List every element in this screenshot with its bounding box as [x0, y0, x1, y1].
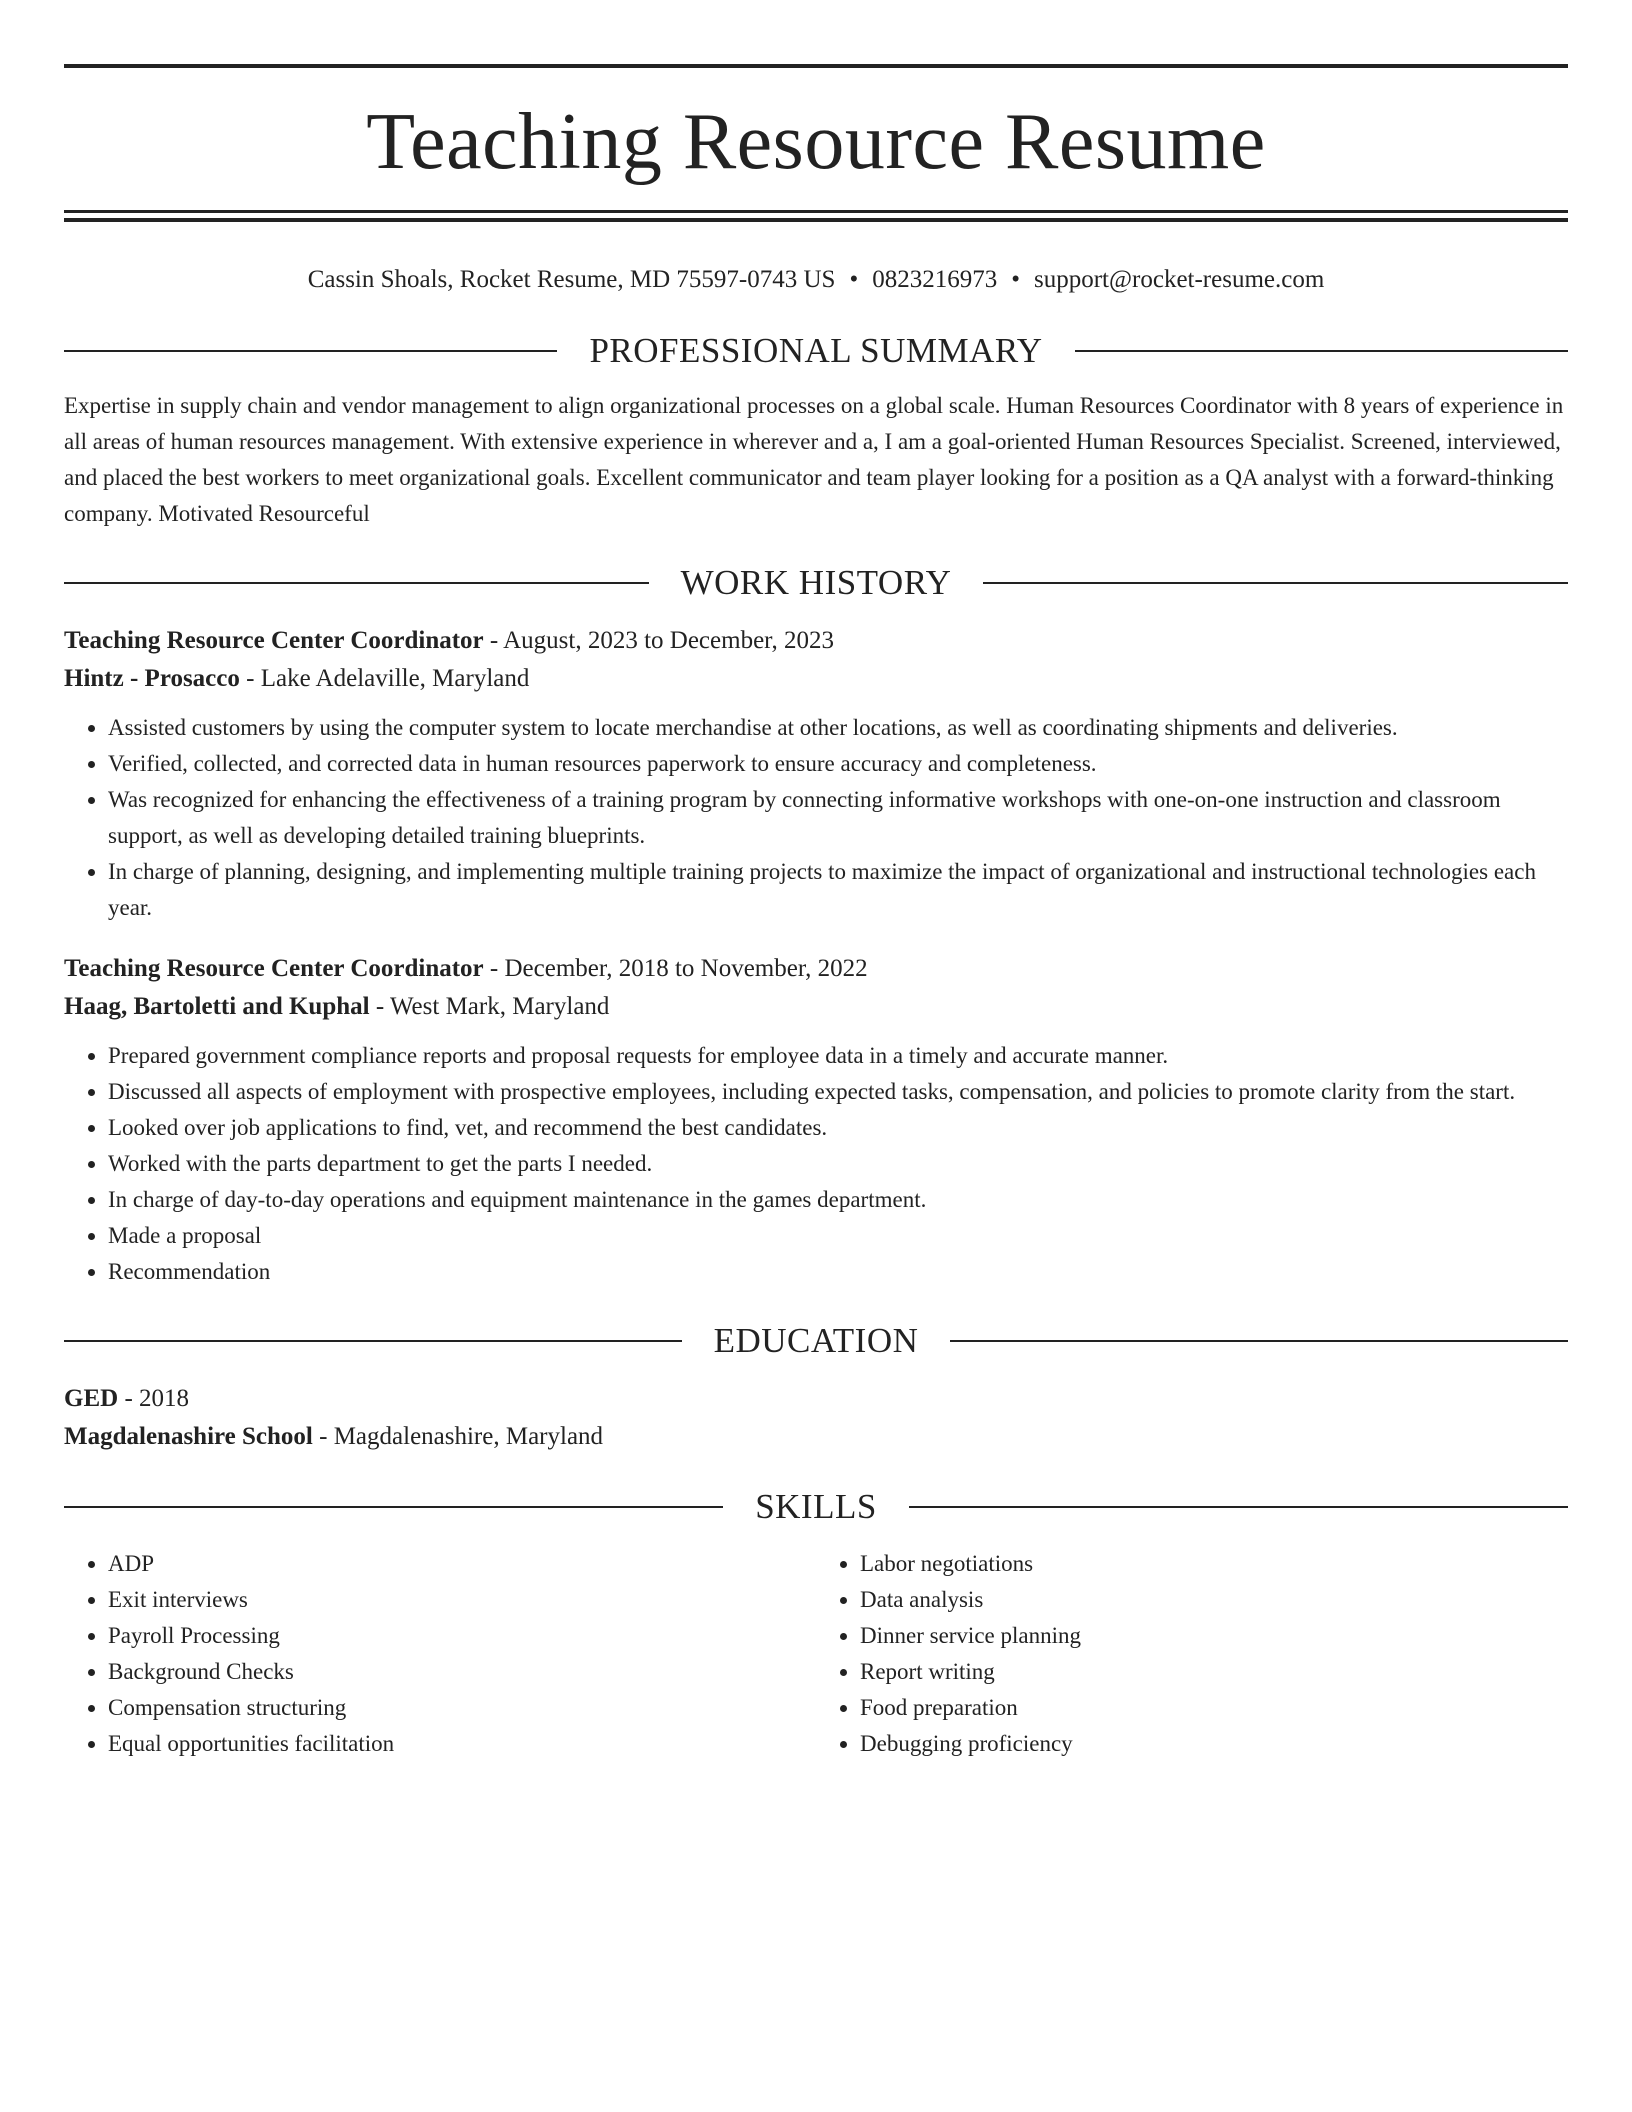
job-company: Hintz - Prosacco	[64, 665, 240, 692]
skills-heading-text: SKILLS	[755, 1487, 877, 1526]
list-item: • Worked with the parts department to get the parts I needed.	[108, 1146, 1568, 1182]
job-title: Teaching Resource Center Coordinator	[64, 627, 484, 654]
job-company-line	[64, 660, 1568, 698]
heading-rule-left	[64, 582, 649, 584]
summary-text: Expertise in supply chain and vendor management to align organizational processes on a global scale. Human Resources Coordinator with 8 years of experience in all areas of human resources management. With extensive experience in wherever and a, I am a goal-oriented Human Resources Specialist. Screened, interviewed, and placed the best workers to meet organizational goals. Excellent communicator and team player looking for a position as a QA analyst with a forward-thinking company. Motivated Resourceful	[64, 393, 1564, 526]
heading-rule-left	[64, 350, 557, 352]
summary-heading	[64, 328, 1568, 374]
skills-list	[64, 1546, 1568, 1762]
job-dates: - August, 2023 to December, 2023	[483, 627, 834, 654]
list-item: • Prepared government compliance reports and proposal requests for employee data in a timely and accurate manner.	[108, 1038, 1568, 1074]
list-item: • Assisted customers by using the computer system to locate merchandise at other locations, as well as coordinating shipments and deliveries.	[108, 710, 1568, 746]
job-title-line	[64, 622, 1568, 660]
contact-separator: •	[849, 266, 859, 293]
skills-column-right	[816, 1546, 1568, 1762]
heading-rule-right	[909, 1506, 1568, 1508]
skill-item: • Compensation structuring	[108, 1690, 816, 1726]
job-company: Haag, Bartoletti and Kuphal	[64, 993, 370, 1020]
education-location: - Magdalenashire, Maryland	[312, 1423, 604, 1450]
list-item: • Was recognized for enhancing the effectiveness of a training program by connecting informative workshops with one-on-one instruction and classroom support, as well as developing detailed training blueprints.	[108, 782, 1568, 854]
education-degree: GED	[64, 1385, 119, 1412]
education-year: - 2018	[118, 1385, 190, 1412]
education-degree-line	[64, 1380, 1568, 1418]
job-location: - West Mark, Maryland	[369, 993, 610, 1020]
skill-item: • Report writing	[860, 1654, 1568, 1690]
summary-heading-text: PROFESSIONAL SUMMARY	[589, 331, 1043, 370]
contact-line	[64, 260, 1568, 300]
education-heading	[64, 1318, 1568, 1364]
contact-address: Cassin Shoals, Rocket Resume, MD 75597-0743 US	[307, 266, 836, 293]
job-company-line	[64, 988, 1568, 1026]
job-dates: - December, 2018 to November, 2022	[483, 955, 868, 982]
skill-item: • Debugging proficiency	[860, 1726, 1568, 1762]
list-item: • In charge of planning, designing, and implementing multiple training projects to maximize the impact of organizational and instructional technologies each year.	[108, 854, 1568, 926]
contact-phone: 0823216973	[872, 266, 998, 293]
title-double-rule	[64, 210, 1568, 222]
resume-page	[64, 64, 1568, 1762]
skill-item: • Exit interviews	[108, 1582, 816, 1618]
skill-item: • ADP	[108, 1546, 816, 1582]
job-title-line	[64, 950, 1568, 988]
heading-rule-right	[950, 1340, 1568, 1342]
skills-heading	[64, 1484, 1568, 1530]
contact-separator: •	[1011, 266, 1020, 293]
work-history-heading	[64, 560, 1568, 606]
list-item: • Made a proposal	[108, 1218, 1568, 1254]
list-item: • Recommendation	[108, 1254, 1568, 1290]
job-entry	[64, 622, 1568, 926]
work-history-heading-text: WORK HISTORY	[680, 563, 952, 602]
heading-rule-right	[1075, 350, 1568, 352]
skill-item: • Background Checks	[108, 1654, 816, 1690]
skill-item: • Payroll Processing	[108, 1618, 816, 1654]
job-bullets	[64, 710, 1568, 926]
education-entry	[64, 1380, 1568, 1456]
skill-item: • Equal opportunities facilitation	[108, 1726, 816, 1762]
skill-item: • Labor negotiations	[860, 1546, 1568, 1582]
job-title: Teaching Resource Center Coordinator	[64, 955, 484, 982]
job-location: - Lake Adelaville, Maryland	[239, 665, 530, 692]
skills-column-left	[64, 1546, 816, 1762]
skill-item: • Data analysis	[860, 1582, 1568, 1618]
skill-item: • Food preparation	[860, 1690, 1568, 1726]
education-heading-text: EDUCATION	[713, 1321, 919, 1360]
list-item: • Looked over job applications to find, vet, and recommend the best candidates.	[108, 1110, 1568, 1146]
job-bullets	[64, 1038, 1568, 1290]
heading-rule-left	[64, 1340, 682, 1342]
education-school-line	[64, 1418, 1568, 1456]
list-item: • Verified, collected, and corrected data in human resources paperwork to ensure accuracy and completeness.	[108, 746, 1568, 782]
list-item: • In charge of day-to-day operations and equipment maintenance in the games department.	[108, 1182, 1568, 1218]
job-entry	[64, 950, 1568, 1290]
heading-rule-right	[983, 582, 1568, 584]
top-rule	[64, 64, 1568, 68]
skill-item: • Dinner service planning	[860, 1618, 1568, 1654]
list-item: • Discussed all aspects of employment with prospective employees, including expected tasks, compensation, and policies to promote clarity from the start.	[108, 1074, 1568, 1110]
resume-title: Teaching Resource Resume	[366, 98, 1266, 186]
contact-email: support@rocket-resume.com	[1034, 266, 1325, 293]
education-school: Magdalenashire School	[64, 1423, 313, 1450]
heading-rule-left	[64, 1506, 723, 1508]
